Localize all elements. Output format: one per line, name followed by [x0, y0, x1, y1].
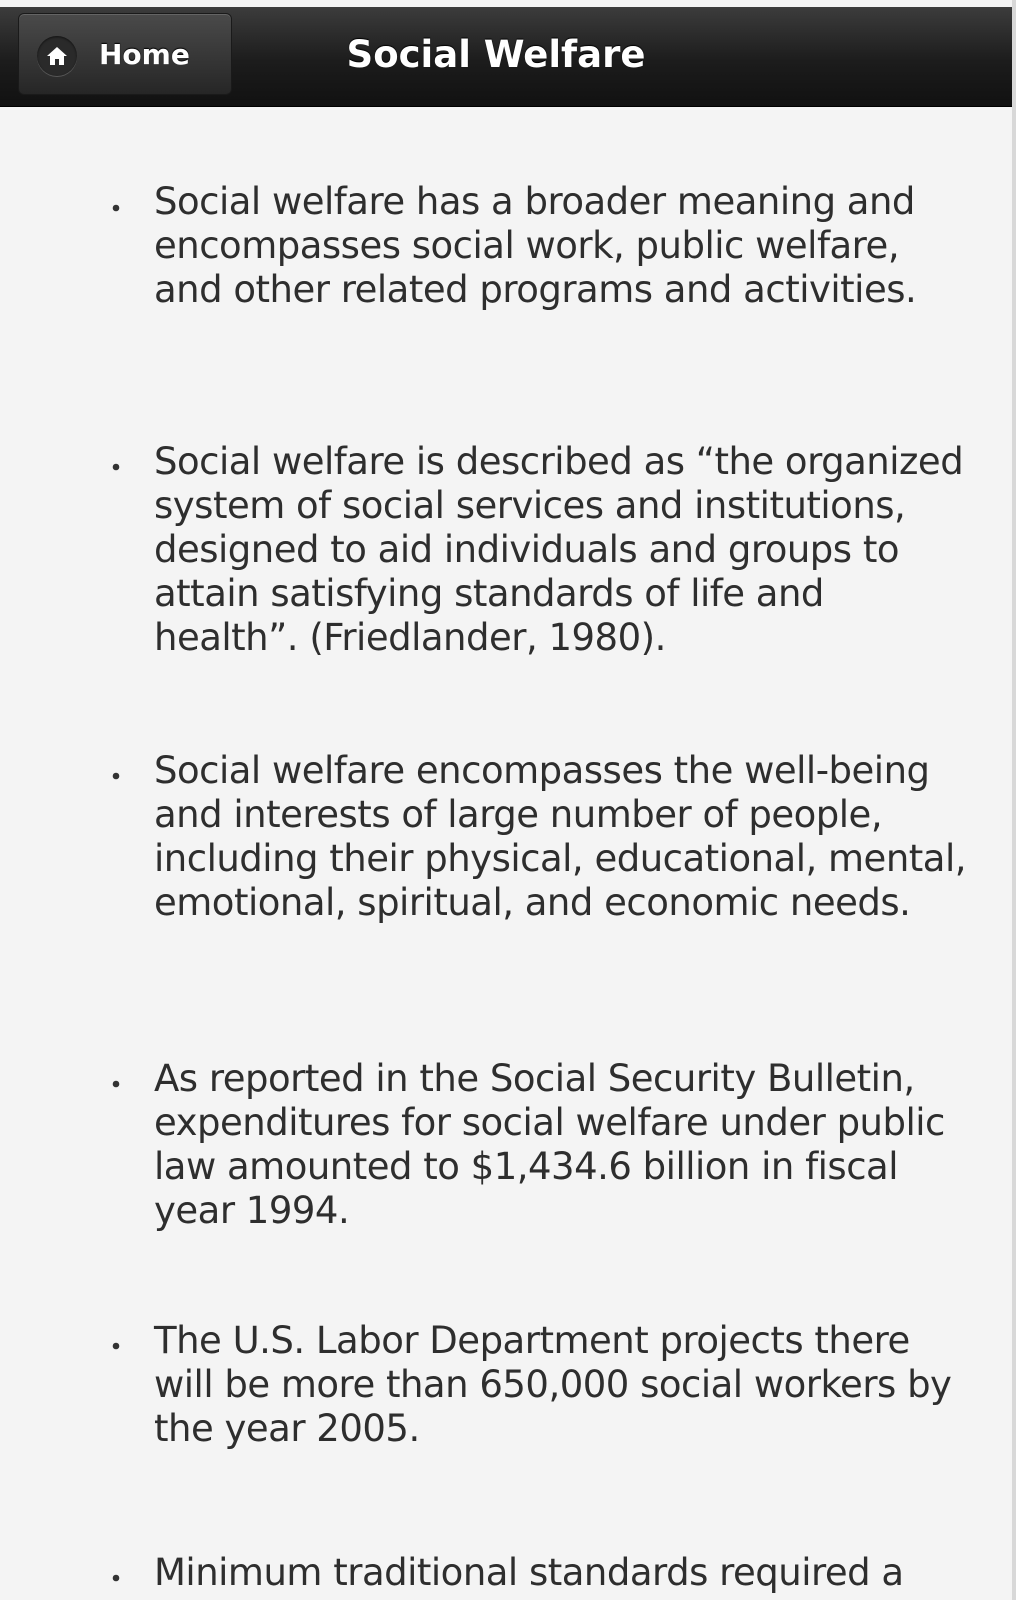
bullet-dot — [113, 464, 120, 471]
bullet-dot — [113, 773, 120, 780]
list-item: Social welfare has a broader meaning and encompasses social work, public welfare, and other related programs and activities. — [154, 180, 917, 311]
page-title-text: Social Welfare — [346, 33, 646, 76]
bullet-dot — [113, 1343, 120, 1350]
list-item: The U.S. Labor Department projects there will be more than 650,000 social workers by the year 2005. — [154, 1319, 952, 1450]
list-item: Minimum traditional standards required a — [154, 1551, 904, 1594]
bullet-dot — [113, 1575, 120, 1582]
list-item: Social welfare encompasses the well-being and interests of large number of people, including their physical, educational, mental, emotional, spiritual, and economic needs. — [154, 749, 966, 924]
bullet-dot — [113, 1081, 120, 1088]
list-item: Social welfare is described as “the organized system of social services and institutions, designed to aid individuals and groups to attain satisfying standards of life and health”. (Friedlander, 1980). — [154, 440, 964, 659]
header-bar — [0, 7, 1012, 107]
home-button-label: Home — [99, 38, 190, 71]
page-title — [0, 33, 1012, 76]
list-item: As reported in the Social Security Bulletin, expenditures for social welfare under public law amounted to $1,434.6 billion in fiscal year 1994. — [154, 1057, 945, 1232]
bullet-dot — [113, 205, 120, 212]
content-list — [0, 106, 1012, 1600]
